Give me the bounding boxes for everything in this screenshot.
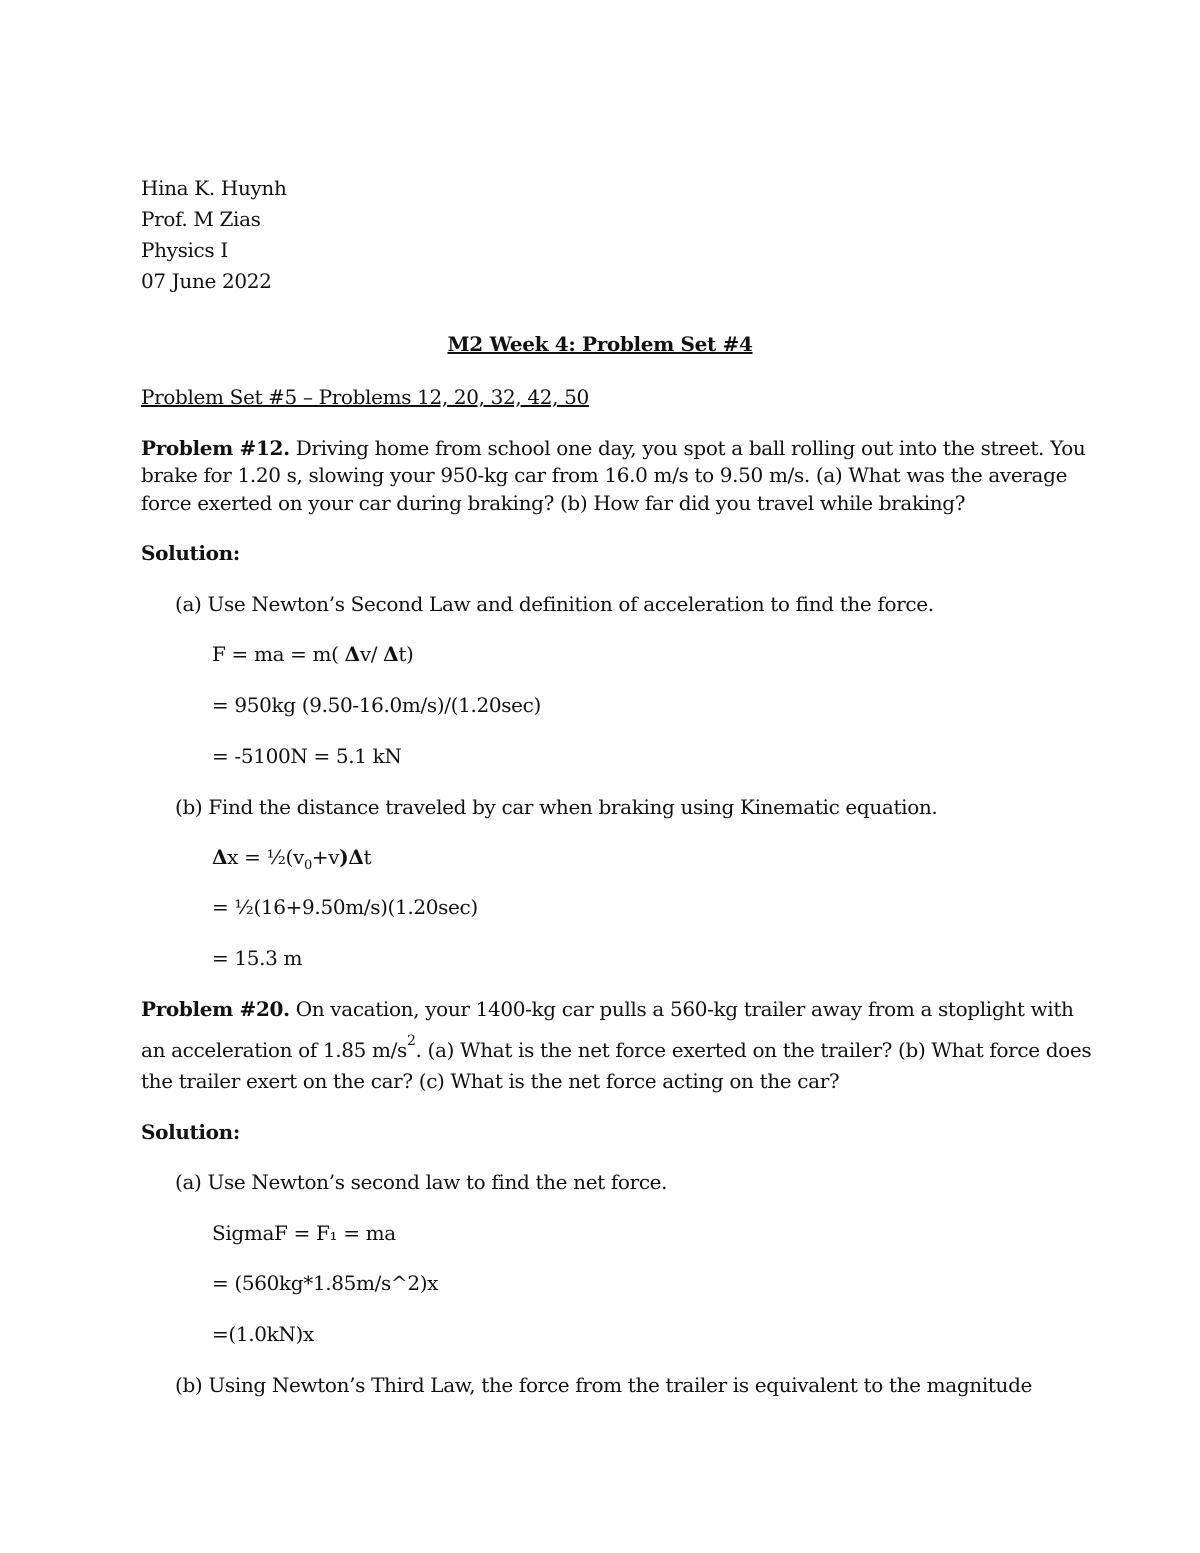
problem20-label: Problem #20. [141, 997, 290, 1021]
eq-b1-mid: x = ½(v [227, 845, 304, 869]
problem20-eq-a2: = (560kg*1.85m/s^2)x [212, 1271, 439, 1295]
problem20-part-b: (b) Using Newton’s Third Law, the force from the trailer is equivalent to the magnitude [175, 1373, 1033, 1397]
document-date: 07 June 2022 [141, 269, 272, 293]
problem12-eq-b1 [212, 843, 371, 875]
document-title-wrap [0, 330, 1200, 358]
problem20-eq-a1: SigmaF = F₁ = ma [212, 1221, 396, 1245]
superscript-two: 2 [406, 1033, 416, 1049]
problem20-statement-line2 [141, 1033, 1092, 1067]
problem20-text2-pre: an acceleration of 1.85 m/s [141, 1038, 407, 1062]
problem12-part-b: (b) Find the distance traveled by car when braking using Kinematic equation. [175, 795, 938, 819]
course-name: Physics I [141, 238, 228, 262]
problem12-statement-line1 [141, 434, 1085, 462]
problem20-text1: On vacation, your 1400-kg car pulls a 560-kg trailer away from a stoplight with [289, 997, 1074, 1021]
delta-symbol: Δ [212, 845, 228, 869]
problem12-eq-a2: = 950kg (9.50-16.0m/s)/(1.20sec) [212, 693, 541, 717]
problem12-solution-label: Solution: [141, 541, 240, 565]
delta-symbol: Δ [344, 642, 360, 666]
eq-b1-suffix: t [363, 845, 372, 869]
problem12-eq-a3: = -5100N = 5.1 kN [212, 744, 402, 768]
problem20-solution-label: Solution: [141, 1120, 240, 1144]
document-title: M2 Week 4: Problem Set #4 [447, 332, 753, 356]
professor-name: Prof. M Zias [141, 207, 261, 231]
delta-symbol: Δ [348, 845, 364, 869]
closing-paren: ) [339, 845, 349, 869]
problem12-eq-b2: = ½(16+9.50m/s)(1.20sec) [212, 895, 478, 919]
problem12-eq-b3: = 15.3 m [212, 946, 303, 970]
problem20-eq-a3: =(1.0kN)x [212, 1322, 314, 1346]
problem-list-subtitle: Problem Set #5 – Problems 12, 20, 32, 42, 50 [141, 385, 589, 409]
eq-a1-suffix: t) [398, 642, 414, 666]
eq-b1-mid2: +v [311, 845, 340, 869]
problem20-text2-post: . (a) What is the net force exerted on the trailer? (b) What force does [415, 1038, 1092, 1062]
problem12-eq-a1 [212, 640, 413, 668]
problem20-part-a: (a) Use Newton’s second law to find the net force. [175, 1170, 668, 1194]
problem12-part-a: (a) Use Newton’s Second Law and definition of acceleration to find the force. [175, 592, 934, 616]
problem12-statement-line2: brake for 1.20 s, slowing your 950-kg car from 16.0 m/s to 9.50 m/s. (a) What was the average [141, 463, 1068, 487]
subtitle-wrap [141, 383, 589, 411]
problem12-label: Problem #12. [141, 436, 290, 460]
eq-a1-prefix: F = ma = m( [212, 642, 345, 666]
subscript-zero: 0 [303, 858, 312, 873]
problem12-text1: Driving home from school one day, you spot a ball rolling out into the street. You [289, 436, 1086, 460]
problem20-statement-line1 [141, 995, 1074, 1023]
student-name: Hina K. Huynh [141, 176, 287, 200]
delta-symbol: Δ [383, 642, 399, 666]
eq-a1-mid: v/ [359, 642, 384, 666]
problem20-statement-line3: the trailer exert on the car? (c) What is the net force acting on the car? [141, 1069, 840, 1093]
problem12-statement-line3: force exerted on your car during braking? (b) How far did you travel while braking? [141, 491, 966, 515]
